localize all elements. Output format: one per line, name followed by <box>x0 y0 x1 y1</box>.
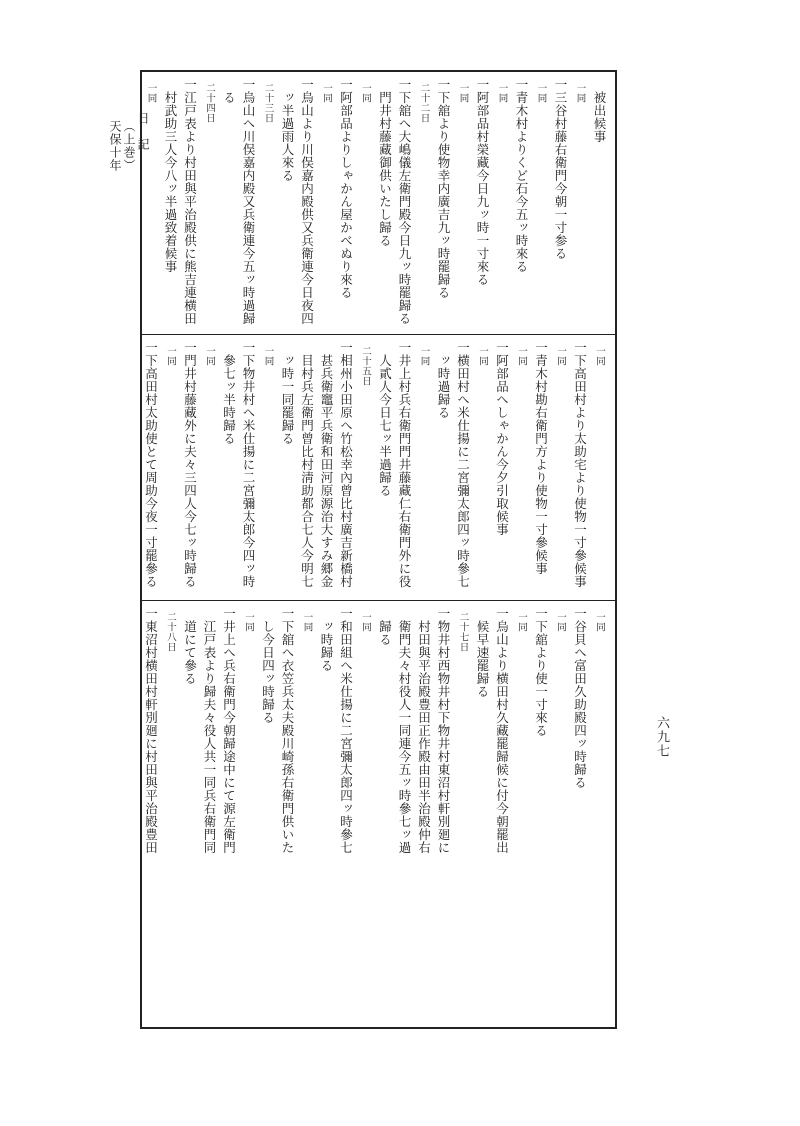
text-line: 一江戸表より村田與平治殿供に熊吉連横田 <box>182 78 198 325</box>
text-line: 一同 <box>360 83 371 103</box>
text-line: 一同 <box>574 83 586 103</box>
text-line: 二十二日 <box>418 83 430 123</box>
text-line: 人貳人今日七ッ半過歸る <box>377 354 393 497</box>
text-line: 村田與平治殿豊田正作殿由田半治殿仲右 <box>416 620 432 854</box>
text-line: 參七ッ半時歸る <box>221 354 237 445</box>
text-line: 一下舘より使物幸内廣吉九ッ時罷歸る <box>436 78 451 299</box>
text-line: 江戸表より歸夫々役人共一同兵右衛門同 <box>202 620 217 854</box>
text-line: ッ時一同罷歸る <box>280 354 295 445</box>
text-line: 一青木村よりくど石今五ッ時來る <box>514 78 529 273</box>
text-line: 被出候事 <box>592 91 607 143</box>
text-line: 一同 <box>418 346 430 366</box>
text-line: 目村兵左衛門曾比村淸助都合七人今明七 <box>299 354 315 588</box>
text-line: 一青木村勘右衛門方より使物一寸參候事 <box>533 341 549 575</box>
header-book-title: 日 記 <box>136 112 150 151</box>
text-line: 一東沼村横田村軒別廻に村田與平治殿豊田 <box>143 607 159 854</box>
text-line: 一同 <box>301 612 313 632</box>
text-panel-top <box>142 72 615 334</box>
text-line: 一同 <box>594 346 605 366</box>
text-line: る <box>221 91 237 104</box>
text-line: 一同 <box>516 346 527 366</box>
text-line: 二十四日 <box>204 83 215 123</box>
text-line: し今日四ッ時歸る <box>260 620 276 724</box>
text-panel-bottom <box>142 601 615 1027</box>
text-line: 一阿部品よりしゃかん屋かべぬり來る <box>338 78 354 299</box>
text-line: 一同 <box>516 612 527 632</box>
text-line: 一同 <box>535 83 547 103</box>
text-line: 一同 <box>165 346 176 366</box>
header-era: 天保十年 <box>108 120 122 172</box>
text-line: 一下舘より使一寸來る <box>533 607 549 737</box>
text-line: 一下舘へ衣笠兵太夫殿川崎孫右衛門供いた <box>280 607 295 854</box>
text-line: 一同 <box>243 612 254 632</box>
text-line: 一同 <box>555 346 566 366</box>
page-frame <box>140 70 617 1029</box>
text-line: 一物井村西物井村下物井村東沼村軒別廻に <box>436 607 451 854</box>
text-line: ッ半過雨人來る <box>280 91 295 182</box>
text-line: 二十八日 <box>165 612 176 652</box>
text-line: 歸る <box>377 620 393 646</box>
text-line: ッ時過歸る <box>436 354 451 419</box>
text-line: 一烏山より川俣嘉内殿供又兵衛連今日夜四 <box>299 78 315 325</box>
text-line: 一下舘へ大嶋儀左衛門殿今日九ッ時罷歸る <box>397 78 412 325</box>
text-line: 一同 <box>360 612 371 632</box>
text-line: 一同 <box>477 346 488 366</box>
text-line: 二十五日 <box>360 346 371 386</box>
text-line: 候早速罷歸る <box>475 620 490 698</box>
text-line: 一井上村兵右衛門門井藤藏仁右衛門外に役 <box>397 341 412 588</box>
text-line: 村武助三人今八ッ半過致着候事 <box>163 91 178 273</box>
text-line: 一同 <box>457 83 469 103</box>
text-line: 道にて參る <box>182 620 198 685</box>
header-volume: （上巻） <box>122 120 136 172</box>
text-panel-middle <box>142 335 615 600</box>
text-line: 一烏山へ川俣嘉内殿又兵衛連今五ッ時過歸 <box>241 78 256 325</box>
panel-lines <box>142 78 609 330</box>
text-line: 一相州小田原へ竹松幸內曾比村廣吉新橋村 <box>338 341 354 588</box>
text-line: 一烏山より横田村久藏罷歸候に付今朝罷出 <box>494 607 510 854</box>
text-line: 一阿部品へしゃかん今夕引取候事 <box>494 341 510 536</box>
text-line: 一井上へ兵右衛門今朝歸途中にて源左衛門 <box>221 607 237 854</box>
text-line: 一同 <box>204 346 215 366</box>
text-line: 一谷貝へ富田久助殿四ッ時歸る <box>572 607 588 789</box>
text-line: 衛門夫々村役人一同連今五ッ時參七ッ過 <box>397 620 412 854</box>
text-line: ッ時歸る <box>319 620 334 672</box>
text-line: 一同 <box>555 612 566 632</box>
text-line: 一同 <box>262 346 274 366</box>
text-line: 一門井村藤藏外に夫々三四人今七ッ時歸る <box>182 341 198 588</box>
text-line: 一下高田村より太助宅より使物一寸參候事 <box>572 341 588 588</box>
text-line: 一和田組へ米仕揚に二宮彌太郎四ッ時參七 <box>338 607 354 854</box>
panel-lines <box>142 341 609 596</box>
text-line: 一下物井村へ米仕揚に二宮彌太郎今四ッ時 <box>241 341 256 588</box>
text-line: 一阿部品村榮藏今日九ッ時一寸來る <box>475 78 490 286</box>
text-line: 一同 <box>145 83 157 103</box>
text-line: 一三谷村藤右衛門今朝一寸参る <box>553 78 568 260</box>
text-line: 一同 <box>321 83 332 103</box>
text-line: 一横田村へ米仕揚に二宮彌太郎四ッ時參七 <box>455 341 471 588</box>
text-line: 二十七日 <box>457 612 469 652</box>
panel-lines <box>142 607 609 1023</box>
text-line: 一下高田村太助使とて周助今夜一寸罷參る <box>143 341 159 588</box>
text-line: 門井村藤藏御供いたし歸る <box>377 91 393 247</box>
text-line: 一同 <box>496 83 508 103</box>
text-line: 二十三日 <box>262 83 274 123</box>
text-line: 甚兵衛竈平兵衛和田河原源治大すみ郷金 <box>319 354 334 588</box>
page-number: 六九七 <box>654 716 669 758</box>
text-line: 一同 <box>594 612 605 632</box>
